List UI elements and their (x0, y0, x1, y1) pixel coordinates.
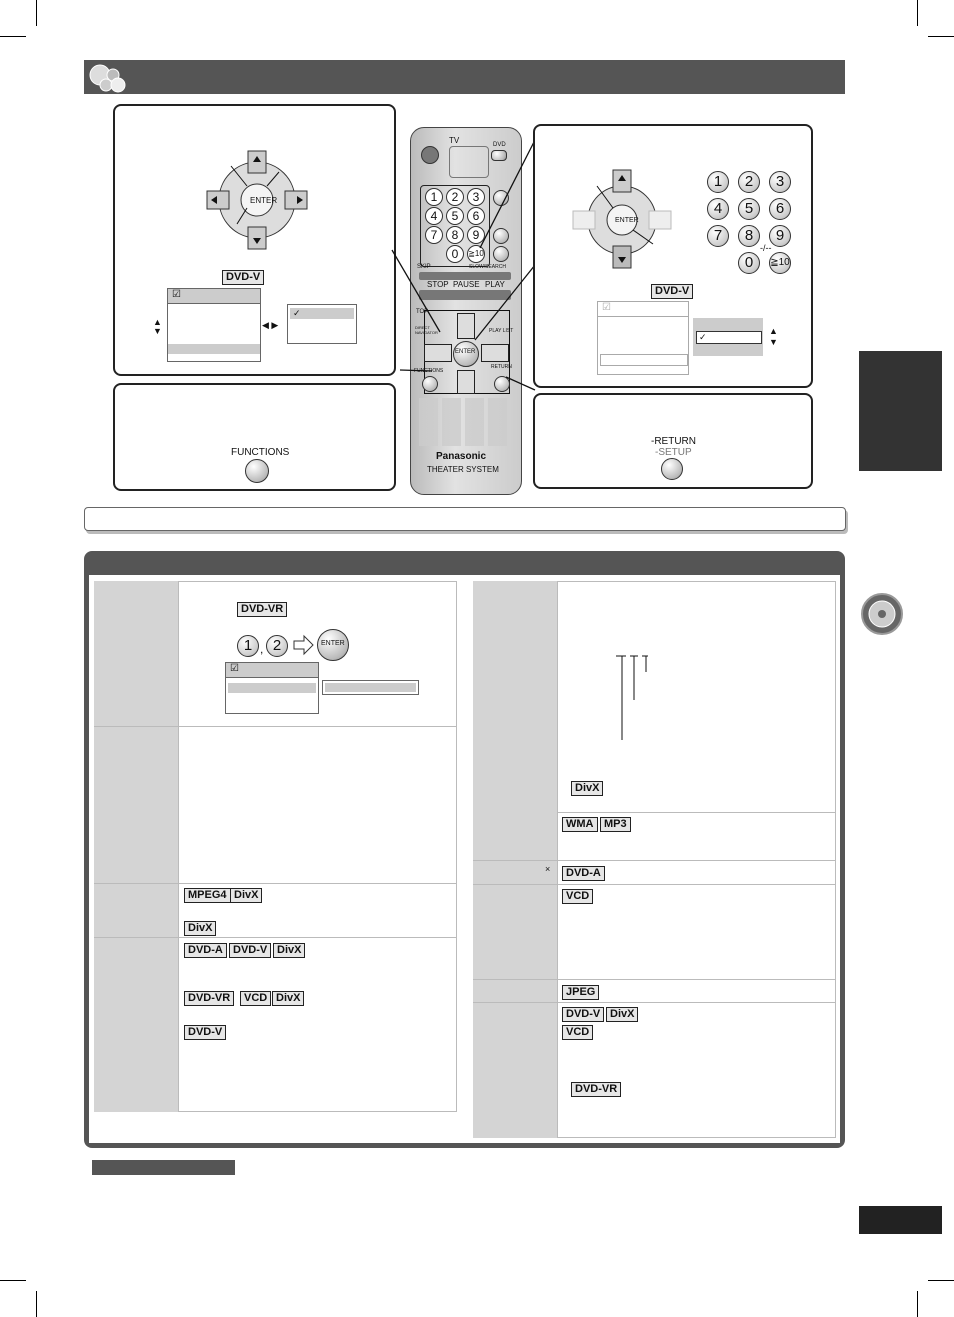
crop-mark (928, 36, 954, 37)
num-1: 1 (707, 171, 729, 193)
row-divider (473, 1002, 836, 1003)
disc-icon (861, 593, 903, 635)
return-label: RETURN (491, 364, 512, 370)
crop-mark (36, 1291, 37, 1317)
dvd-vr-tag: DVD-VR (237, 602, 287, 617)
dvd-vr-tag: DVD-VR (184, 991, 234, 1006)
num-6[interactable]: 6 (467, 207, 485, 225)
num-10plus[interactable]: ≧10 (467, 245, 485, 263)
vcd-tag: VCD (240, 991, 271, 1006)
asterisk-mark: × (545, 864, 551, 874)
row-divider (94, 726, 457, 727)
settings-menu-illustration: ☑ (167, 288, 261, 362)
dvd-v-tag: DVD-V (562, 1007, 604, 1022)
num-2: 2 (738, 171, 760, 193)
direct-navigator-label: DIRECT NAVIGATOR (415, 325, 438, 335)
ten-plus-label: -/-- (760, 243, 772, 253)
crop-mark (0, 36, 26, 37)
num-1[interactable]: 1 (425, 188, 443, 206)
num-7[interactable]: 7 (425, 226, 443, 244)
play-label: PLAY (485, 280, 505, 289)
enter-text: ENTER (250, 196, 278, 205)
dvd-a-tag: DVD-A (562, 866, 605, 881)
left-right-arrows-icon: ◀ ▶ (262, 320, 279, 330)
vcd-tag: VCD (562, 1025, 593, 1040)
mp3-tag: MP3 (600, 817, 631, 832)
brand-logo: Panasonic (436, 451, 487, 462)
row-divider (94, 883, 457, 884)
enter-icon-label: ENTER (321, 640, 345, 647)
divx-tag: DivX (571, 781, 603, 796)
value-field-illustration (322, 680, 419, 695)
note-heading-bar (92, 1160, 235, 1175)
callout-select (533, 124, 813, 388)
row-divider (94, 937, 457, 938)
crop-mark (0, 1280, 26, 1281)
divx-tag: DivX (230, 888, 262, 903)
num-7: 7 (707, 225, 729, 247)
comma-text: , (260, 642, 264, 656)
option-list-illustration-2: ✓ (693, 318, 763, 356)
skip-label: SKIP (417, 264, 431, 270)
dvd-vr-tag: DVD-VR (571, 1082, 621, 1097)
callout-functions (113, 383, 396, 491)
slow-search-label: SLOW/SEARCH (469, 264, 506, 270)
num-9[interactable]: 9 (467, 226, 485, 244)
code-bracket-diagram (612, 652, 652, 742)
num-6: 6 (769, 198, 791, 220)
menu-illustration-3: ☑ (225, 662, 319, 714)
crop-mark (917, 0, 918, 26)
row-divider (473, 884, 836, 885)
dvd-v-tag: DVD-V (222, 270, 264, 285)
num-5[interactable]: 5 (446, 207, 464, 225)
tip-bar (84, 507, 846, 531)
functions-label: FUNCTIONS (414, 368, 444, 374)
dvd-a-tag: DVD-A (184, 943, 227, 958)
callout-navigate (113, 104, 396, 376)
dvd-v-tag-2: DVD-V (651, 284, 693, 299)
dvd-v-tag: DVD-V (229, 943, 271, 958)
num-4[interactable]: 4 (425, 207, 443, 225)
num-10plus: ≧10 (769, 252, 791, 274)
up-down-arrows-icon-2: ▲ ▼ (769, 326, 778, 347)
divx-tag: DivX (273, 943, 305, 958)
row-divider (557, 812, 836, 813)
row-divider (473, 860, 836, 861)
num-0[interactable]: 0 (446, 245, 464, 263)
divx-tag: DivX (184, 921, 216, 936)
num-9: 9 (769, 225, 791, 247)
pause-label: PAUSE (453, 280, 480, 289)
top-menu-label: TOP (416, 309, 429, 315)
mpeg4-tag: MPEG4 (184, 888, 231, 903)
up-down-arrows-icon: ▲ ▼ (153, 317, 162, 336)
step-2-icon: 2 (266, 635, 288, 657)
option-list-illustration: ✓ (287, 304, 357, 344)
bubbles-icon (88, 63, 128, 93)
dvd-label: DVD (493, 142, 506, 148)
callout-return (533, 393, 813, 489)
crop-mark (928, 1280, 954, 1281)
callout-lines (380, 120, 550, 420)
settings-menu-illustration-2: ☑ (597, 301, 689, 375)
model-label: THEATER SYSTEM (427, 465, 499, 474)
vcd-tag: VCD (562, 889, 593, 904)
jpeg-tag: JPEG (562, 985, 599, 1000)
dvd-v-tag: DVD-V (184, 1025, 226, 1040)
play-list-label: PLAY LIST (489, 328, 514, 334)
setup-button-label: -SETUP (655, 447, 692, 458)
page-number-tab (859, 1206, 942, 1234)
crop-mark (36, 0, 37, 26)
num-3[interactable]: 3 (467, 188, 485, 206)
wma-tag: WMA (562, 817, 598, 832)
return-button[interactable] (661, 458, 683, 480)
num-8: 8 (738, 225, 760, 247)
num-5: 5 (738, 198, 760, 220)
section-title-bar (84, 60, 845, 94)
enter-label: ENTER (455, 349, 476, 355)
next-arrow-icon (292, 634, 314, 656)
num-2[interactable]: 2 (446, 188, 464, 206)
functions-button[interactable] (245, 459, 269, 483)
tv-label: TV (449, 136, 460, 145)
num-8[interactable]: 8 (446, 226, 464, 244)
num-3: 3 (769, 171, 791, 193)
num-0: 0 (738, 252, 760, 274)
step-1-icon: 1 (237, 635, 259, 657)
divx-tag: DivX (606, 1007, 638, 1022)
divx-tag: DivX (272, 991, 304, 1006)
return-button-label: -RETURN (651, 436, 696, 447)
crop-mark (917, 1291, 918, 1317)
functions-button-label: FUNCTIONS (231, 447, 290, 458)
stop-label: STOP (427, 280, 449, 289)
side-tab (859, 351, 942, 471)
enter-text-2: ENTER (615, 217, 639, 224)
row-divider (473, 979, 836, 980)
num-4: 4 (707, 198, 729, 220)
left-label-column (94, 581, 178, 1112)
